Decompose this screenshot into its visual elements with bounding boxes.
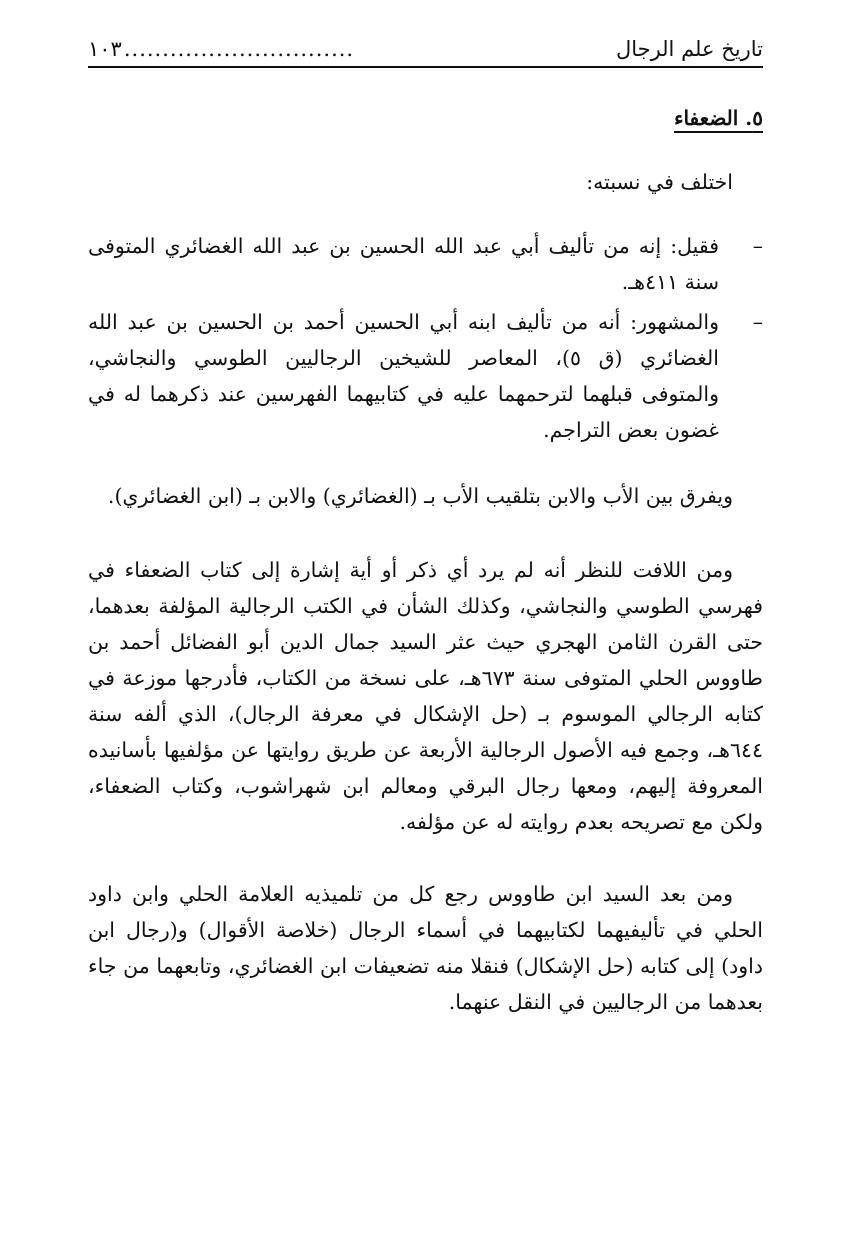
body-paragraph: ومن اللافت للنظر أنه لم يرد أي ذكر أو أية إشارة إلى كتاب الضعفاء في فهرسي الطوسي والنجاشي، وكذلك الشأن في الكتب الرجالية المؤلفة بعدهما، حتى القرن الثامن الهجري حيث عثر السيد جمال الدين أبو الفضائل أحمد بن طاووس الحلي المتوفى سنة ٦٧٣هـ، على نسخة من الكتاب، فأدرجها موزعة في كتابه الرجالي الموسوم بـ (حل الإشكال في معرفة الرجال)، الذي ألفه سنة ٦٤٤هـ، وجمع فيه الأصول الرجالية الأربعة عن طريق روايتها عن مؤلفيها بأسانيده المعروفة إليهم، ومعها رجال البرقي ومعالم ابن شهراشوب، وكتاب الضعفاء، ولكن مع تصريحه بعدم روايته له عن مؤلفه. — [88, 558, 763, 834]
attribution-list — [88, 228, 763, 448]
book-page — [88, 26, 763, 1020]
list-item — [88, 304, 763, 448]
list-item-text: والمشهور: أنه من تأليف ابنه أبي الحسين أحمد بن الحسين بن عبد الله الغضائري (ق ٥)، المعاصر للشيخين الرجاليين الطوسي والنجاشي، والمتوفى قبلهما لترحمهما عليه في كتابيهما الفهرسين عند ذكرهما له في غضون بعض التراجم. — [88, 310, 719, 442]
dash-bullet: – — [752, 234, 763, 258]
section-heading: ٥. الضعفاء — [674, 106, 763, 130]
running-header-title: تاريخ علم الرجال — [615, 37, 763, 61]
list-item-text: فقيل: إنه من تأليف أبي عبد الله الحسين بن عبد الله الغضائري المتوفى سنة ٤١١هـ. — [88, 234, 719, 294]
intro-line: اختلف في نسبته: — [586, 170, 733, 194]
page-number: ١٠٣ — [88, 37, 122, 61]
header-leader-dots: .............................. — [123, 37, 355, 61]
dash-bullet: – — [752, 310, 763, 334]
body-paragraph: ومن بعد السيد ابن طاووس رجع كل من تلميذيه العلامة الحلي وابن داود الحلي في تأليفيهما لكتابيهما في أسماء الرجال (خلاصة الأقوال) و(رجال ابن داود) إلى كتابه (حل الإشكال) فنقلا منه تضعيفات ابن الغضائري، وتابعهما من جاء بعدهما من الرجاليين في النقل عنهما. — [88, 882, 763, 1014]
running-header — [88, 26, 763, 68]
list-item — [88, 228, 763, 300]
body-paragraph: ويفرق بين الأب والابن بتلقيب الأب بـ (الغضائري) والابن بـ (ابن الغضائري). — [107, 484, 733, 508]
